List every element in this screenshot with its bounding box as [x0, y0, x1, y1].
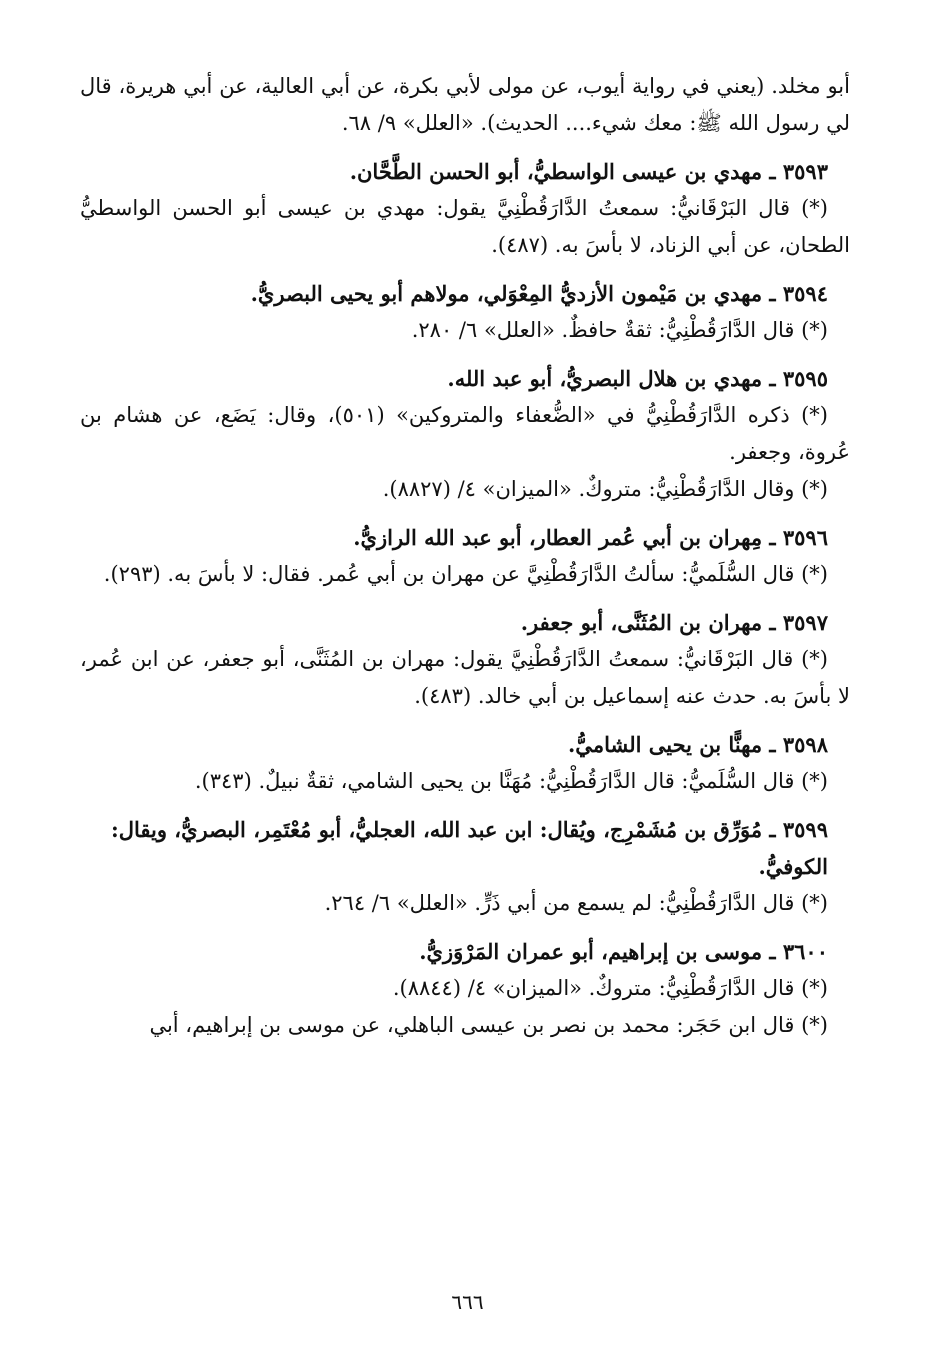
entry-3598 — [80, 726, 850, 800]
entry-paragraph: (*) قال الدَّارَقُطْنِيُّ: ثقةٌ حافظٌ. «العلل» ٦/ ٢٨٠. — [411, 318, 828, 342]
entry-heading: ٣٥٩٩ ـ مُوَرِّق بن مُشَمْرِج، ويُقال: ابن عبد الله، العجليُّ، أبو مُعْتَمِر، البصريُّ، ويقال: الكوفيُّ. — [110, 817, 828, 879]
entry-paragraph: (*) قال الدَّارَقُطْنِيُّ: لم يسمع من أبي ذَرٍّ. «العلل» ٦/ ٢٦٤. — [324, 891, 828, 915]
entry-3595 — [80, 360, 850, 508]
entry-3600 — [80, 933, 850, 1044]
entry-heading: ٣٥٩٣ ـ مهدي بن عيسى الواسطيُّ، أبو الحسن الطَّحَّان. — [349, 159, 828, 184]
entry-paragraph: (*) قال السُّلَميُّ: سألتُ الدَّارَقُطْنِيَّ عن مهران بن أبي عُمر. فقال: لا بأسَ به. (٢٩٣). — [103, 562, 828, 586]
page-number: ٦٦٦ — [451, 1290, 484, 1314]
entry-heading: ٣٥٩٧ ـ مهران بن المُثَنَّى، أبو جعفر. — [520, 610, 828, 635]
entry-heading: ٣٥٩٨ ـ مهنًّا بن يحيى الشاميُّ. — [568, 732, 828, 757]
entry-paragraph: (*) قال السُّلَميُّ: قال الدَّارَقُطْنِيُّ: مُهَنَّا بن يحيى الشامي، ثقةٌ نبيلٌ. (٣٤٣). — [194, 769, 828, 793]
entry-3596 — [80, 519, 850, 593]
entry-paragraph: (*) ذكره الدَّارَقُطْنِيُّ في «الضُّعفاء والمتروكين» (٥٠١)، وقال: يَضَع، عن هشام بن عُروة، وجعفر. — [80, 403, 850, 464]
entry-paragraph: (*) قال الدَّارَقُطْنِيُّ: متروكٌ. «الميزان» ٤/ (٨٨٤٤). — [392, 976, 828, 1000]
entry-paragraph: (*) قال البَرْقَانيُّ: سمعتُ الدَّارَقُطْنِيَّ يقول: مهران بن المُثَنَّى، أبو جعفر، عن ابن عُمر، لا بأسَ به. حدث عنه إسماعيل بن أبي خالد. (٤٨٣). — [80, 647, 850, 708]
intro-paragraph: أبو مخلد. (يعني في رواية أيوب، عن مولى لأبي بكرة، عن أبي العالية، عن أبي هريرة، قال لي رسول الله ﷺ: معك شيء.... الحديث). «العلل» ٩/ ٦٨. — [80, 74, 850, 135]
entry-3597 — [80, 604, 850, 715]
entry-heading: ٣٦٠٠ ـ موسى بن إبراهيم، أبو عمران المَرْوَزيُّ. — [419, 939, 828, 964]
entry-3594 — [80, 275, 850, 349]
entry-paragraph: (*) قال البَرْقَانيُّ: سمعتُ الدَّارَقُطْنِيَّ يقول: مهدي بن عيسى أبو الحسن الواسطيُّ الطحان، عن أبي الزناد، لا بأسَ به. (٤٨٧). — [80, 196, 850, 257]
entry-paragraph: (*) وقال الدَّارَقُطْنِيُّ: متروكٌ. «الميزان» ٤/ (٨٨٢٧). — [382, 477, 828, 501]
page-body — [80, 68, 850, 1044]
entry-3593 — [80, 153, 850, 264]
entry-3599 — [80, 811, 850, 922]
entry-paragraph: (*) قال ابن حَجَر: محمد بن نصر بن عيسى الباهلي، عن موسى بن إبراهيم، أبي — [149, 1013, 828, 1037]
entry-heading: ٣٥٩٤ ـ مهدي بن مَيْمون الأزديُّ المِعْوَلي، مولاهم أبو يحيى البصريُّ. — [250, 281, 828, 306]
entry-heading: ٣٥٩٦ ـ مِهران بن أبي عُمر العطار، أبو عبد الله الرازيُّ. — [353, 525, 828, 550]
entry-heading: ٣٥٩٥ ـ مهدي بن هلال البصريُّ، أبو عبد الله. — [447, 366, 828, 391]
